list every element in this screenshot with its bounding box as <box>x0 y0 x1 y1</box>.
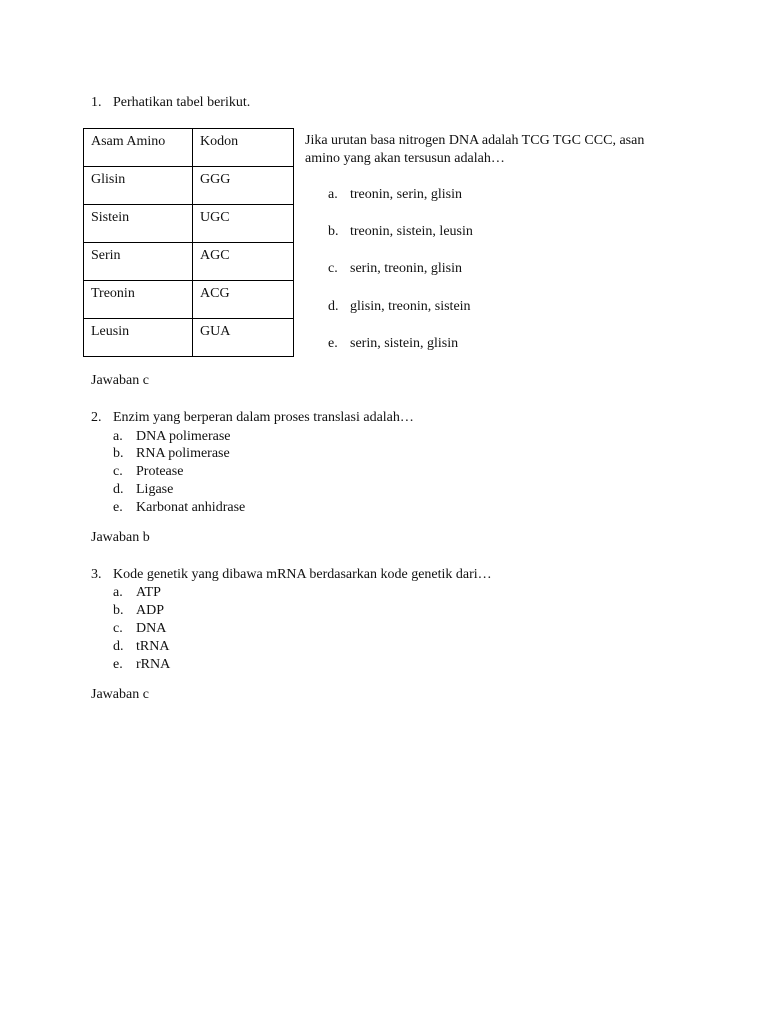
q3-option-d-text: tRNA <box>136 639 170 654</box>
q3-option-c-text: DNA <box>136 621 167 636</box>
table-row <box>84 243 294 281</box>
q1-option-a-text: treonin, serin, glisin <box>350 187 462 202</box>
q3-option-a-letter: a. <box>113 585 123 600</box>
q3-answer: Jawaban c <box>91 687 149 702</box>
q1-option-c-text: serin, treonin, glisin <box>350 261 462 276</box>
q2-answer: Jawaban b <box>91 530 150 545</box>
q1-option-d-letter: d. <box>328 299 339 314</box>
q3-option-d-letter: d. <box>113 639 124 654</box>
table-cell-amino: Treonin <box>84 281 193 319</box>
q3-option-e-letter: e. <box>113 657 123 672</box>
table-header-amino: Asam Amino <box>84 129 193 167</box>
table-header-row <box>84 129 294 167</box>
q1-number: 1. <box>91 95 102 110</box>
table-cell-codon: GUA <box>193 319 294 357</box>
q3-option-b-text: ADP <box>136 603 165 618</box>
q1-option-a-letter: a. <box>328 187 338 202</box>
q2-option-b-text: RNA polimerase <box>136 446 230 461</box>
table-cell-codon: AGC <box>193 243 294 281</box>
q3-option-a-text: ATP <box>136 585 161 600</box>
q2-option-e-letter: e. <box>113 500 123 515</box>
q2-option-c-letter: c. <box>113 464 123 479</box>
q1-option-e-text: serin, sistein, glisin <box>350 336 459 351</box>
table-cell-codon: UGC <box>193 205 294 243</box>
q1-option-c-letter: c. <box>328 261 338 276</box>
q1-option-e-letter: e. <box>328 336 338 351</box>
q2-prompt: Enzim yang berperan dalam proses translasi adalah… <box>113 410 414 425</box>
table-cell-amino: Glisin <box>84 167 193 205</box>
q2-number: 2. <box>91 410 102 425</box>
table-cell-codon: GGG <box>193 167 294 205</box>
q3-option-e-text: rRNA <box>136 657 171 672</box>
q1-question-line1: Jika urutan basa nitrogen DNA adalah TCG TGC CCC, asan <box>305 133 645 148</box>
table-cell-codon: ACG <box>193 281 294 319</box>
q1-option-b-text: treonin, sistein, leusin <box>350 224 473 239</box>
q1-answer: Jawaban c <box>91 373 149 388</box>
table-row <box>84 281 294 319</box>
q3-prompt: Kode genetik yang dibawa mRNA berdasarkan kode genetik dari… <box>113 567 492 582</box>
table-cell-amino: Leusin <box>84 319 193 357</box>
table-cell-amino: Serin <box>84 243 193 281</box>
codon-table <box>83 128 294 357</box>
table-header-codon: Kodon <box>193 129 294 167</box>
q3-option-b-letter: b. <box>113 603 124 618</box>
q2-option-b-letter: b. <box>113 446 124 461</box>
q2-option-e-text: Karbonat anhidrase <box>136 500 246 515</box>
q1-prompt: Perhatikan tabel berikut. <box>113 95 251 110</box>
q3-number: 3. <box>91 567 102 582</box>
table-cell-amino: Sistein <box>84 205 193 243</box>
q1-option-b-letter: b. <box>328 224 339 239</box>
table-row <box>84 205 294 243</box>
q2-option-d-letter: d. <box>113 482 124 497</box>
q2-option-d-text: Ligase <box>136 482 174 497</box>
q1-question-line2: amino yang akan tersusun adalah… <box>305 151 505 166</box>
q3-option-c-letter: c. <box>113 621 123 636</box>
q2-option-a-text: DNA polimerase <box>136 429 231 444</box>
q1-option-d-text: glisin, treonin, sistein <box>350 299 471 314</box>
q2-option-a-letter: a. <box>113 429 123 444</box>
table-row <box>84 319 294 357</box>
q2-option-c-text: Protease <box>136 464 184 479</box>
table-row <box>84 167 294 205</box>
